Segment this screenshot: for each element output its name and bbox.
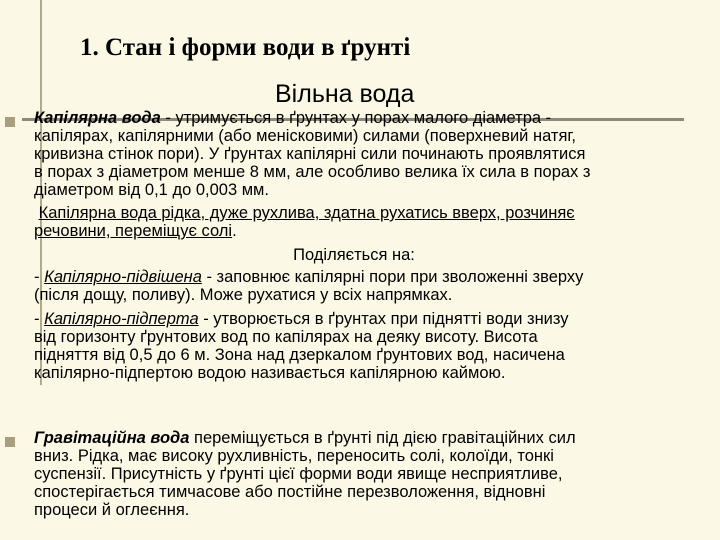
supported-line-3: підняття від 0,5 до 6 м. Зона над дзеркалом ґрунтових вод, насичена [34,346,565,364]
supported-line-4: капілярно-підпертою водою називається капілярною каймою. [34,364,506,382]
capillary-line-5: діаметром від 0,1 до 0,003 мм. [34,181,269,199]
bullet-marker [5,437,15,447]
suspended-line-2: (після дощу, поливу). Може рухатися у всіх напрямках. [34,286,453,304]
gravity-line-4: спостерігається тимчасове або постійне перезволоження, відновні [34,483,546,501]
supported-term: Капілярно-підперта [44,310,199,328]
capillary-line-4: в порах з діаметром менше 8 мм, але особливо велика їх сила в порах з [34,163,591,181]
left-margin [0,0,22,540]
slide-subtitle: Вільна вода [275,80,415,108]
capillary-props-line-1: Капілярна вода рідка, дуже рухлива, здатна рухатись вверх, розчиняє [38,204,575,222]
capillary-line-3: кривизна стінок пори). У ґрунтах капілярні сили починають проявлятися [34,145,586,163]
bullet-marker [5,117,15,127]
suspended-line-1: - Капілярно-підвішена - заповнює капілярні пори при зволоженні зверху [34,268,584,286]
gravity-line-3: суспензії. Присутність у ґрунті цієї форми води явище несприятливе, [34,465,563,483]
supported-line-1: - Капілярно-підперта - утворюється в ґрунтах при піднятті води знизу [34,310,569,328]
gravity-line-1: Гравітаційна вода переміщується в ґрунті під дією гравітаційних сил [34,429,576,447]
capillary-line-2: капілярах, капілярними (або менісковими) силами (поверхневий натяг, [34,127,576,145]
suspended-term: Капілярно-підвішена [44,268,202,286]
gravity-term: Гравітаційна вода [34,429,190,447]
slide-title: 1. Стан і форми води в ґрунті [80,34,411,61]
gravity-line-2: вниз. Рідка, має високу рухливність, переносить солі, колоїди, тонкі [34,447,554,465]
capillary-term: Капілярна вода [34,109,161,127]
gravity-line-5: процеси й оглеєння. [34,501,190,519]
capillary-props-line-2: речовини, переміщує солі. [34,222,237,240]
supported-line-2: від горизонту ґрунтових вод по капілярах на деяку висоту. Висота [34,328,538,346]
divides-heading: Поділяється на: [293,246,415,264]
capillary-line-1: Капілярна вода - утримується в ґрунтах у порах малого діаметра - [34,109,552,127]
